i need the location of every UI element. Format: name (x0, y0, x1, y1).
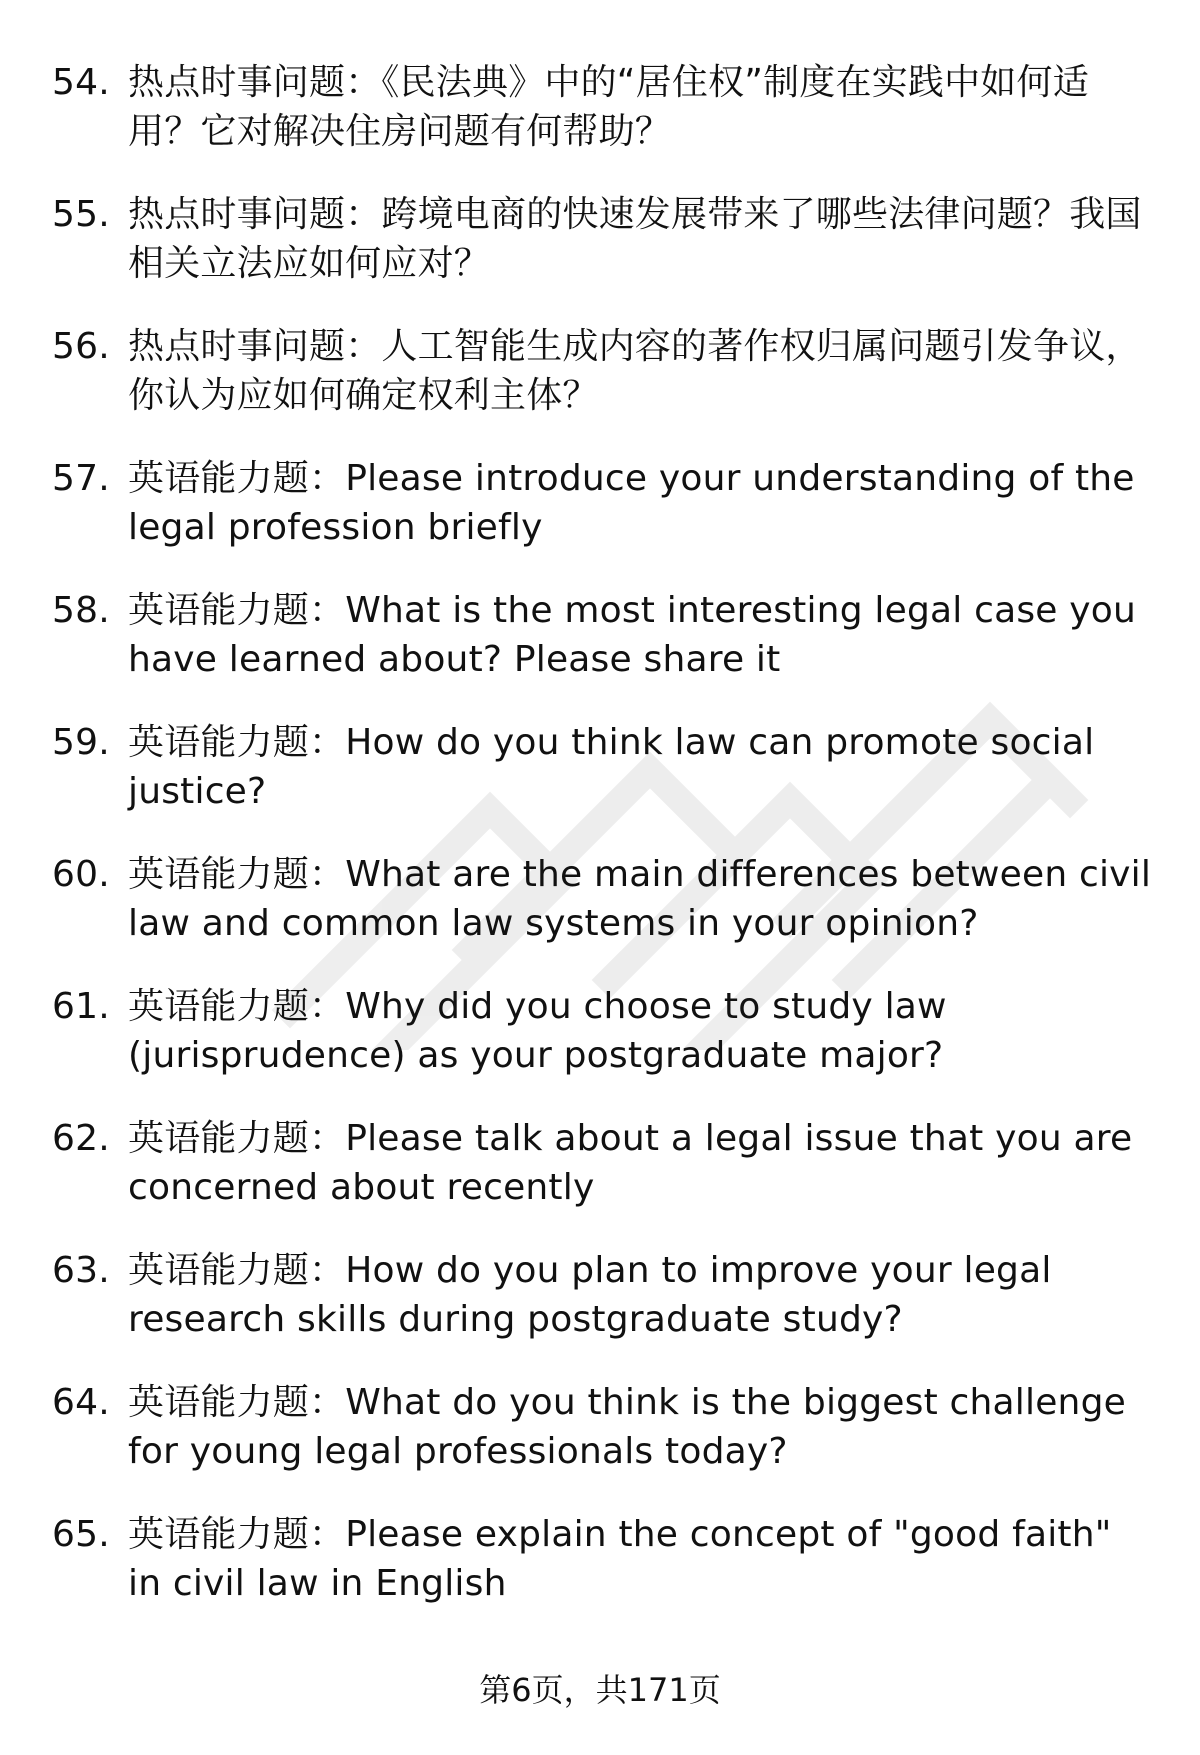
question-text: 热点时事问题：跨境电商的快速发展带来了哪些法律问题？我国相关立法应如何应对？ (128, 194, 1142, 284)
question-text: 英语能力题：What do you think is the biggest challenge for young legal professionals today? (128, 1382, 1126, 1472)
question-text: 英语能力题：What is the most interesting legal case you have learned about? Please share it (128, 590, 1137, 680)
list-item (52, 718, 1152, 816)
question-text: 英语能力题：How do you plan to improve your legal research skills during postgraduate study? (128, 1250, 1052, 1340)
list-item (52, 586, 1152, 684)
question-text: 英语能力题：What are the main differences between civil law and common law systems in your opinion? (128, 854, 1152, 944)
question-text: 英语能力题：Why did you choose to study law (jurisprudence) as your postgraduate major? (128, 986, 947, 1076)
list-item (52, 850, 1152, 948)
question-number: 61. (52, 986, 110, 1027)
page-number-footer: 第6页，共171页 (479, 1671, 721, 1709)
list-item (52, 454, 1152, 552)
list-item (52, 1114, 1152, 1212)
question-text: 热点时事问题：人工智能生成内容的著作权归属问题引发争议，你认为应如何确定权利主体？ (128, 326, 1142, 416)
question-number: 62. (52, 1118, 110, 1159)
question-number: 57. (52, 458, 110, 499)
list-item (52, 190, 1152, 288)
question-text: 英语能力题：Please talk about a legal issue that you are concerned about recently (128, 1118, 1133, 1208)
question-text: 英语能力题：How do you think law can promote social justice? (128, 722, 1095, 812)
list-item (52, 1510, 1152, 1608)
question-number: 63. (52, 1250, 110, 1291)
question-text: 英语能力题：Please explain the concept of "good faith" in civil law in English (128, 1514, 1112, 1604)
question-number: 60. (52, 854, 110, 895)
question-number: 58. (52, 590, 110, 631)
question-number: 54. (52, 62, 110, 103)
list-item (52, 1378, 1152, 1476)
question-number: 56. (52, 326, 110, 367)
question-text: 英语能力题：Please introduce your understanding of the legal profession briefly (128, 458, 1135, 548)
list-item (52, 322, 1152, 420)
list-item (52, 1246, 1152, 1344)
question-text: 热点时事问题：《民法典》中的“居住权”制度在实践中如何适用？它对解决住房问题有何帮助？ (128, 62, 1089, 152)
question-number: 59. (52, 722, 110, 763)
question-number: 65. (52, 1514, 110, 1555)
list-item (52, 982, 1152, 1080)
question-list (52, 58, 1152, 1642)
question-number: 55. (52, 194, 110, 235)
list-item (52, 58, 1152, 156)
question-number: 64. (52, 1382, 110, 1423)
